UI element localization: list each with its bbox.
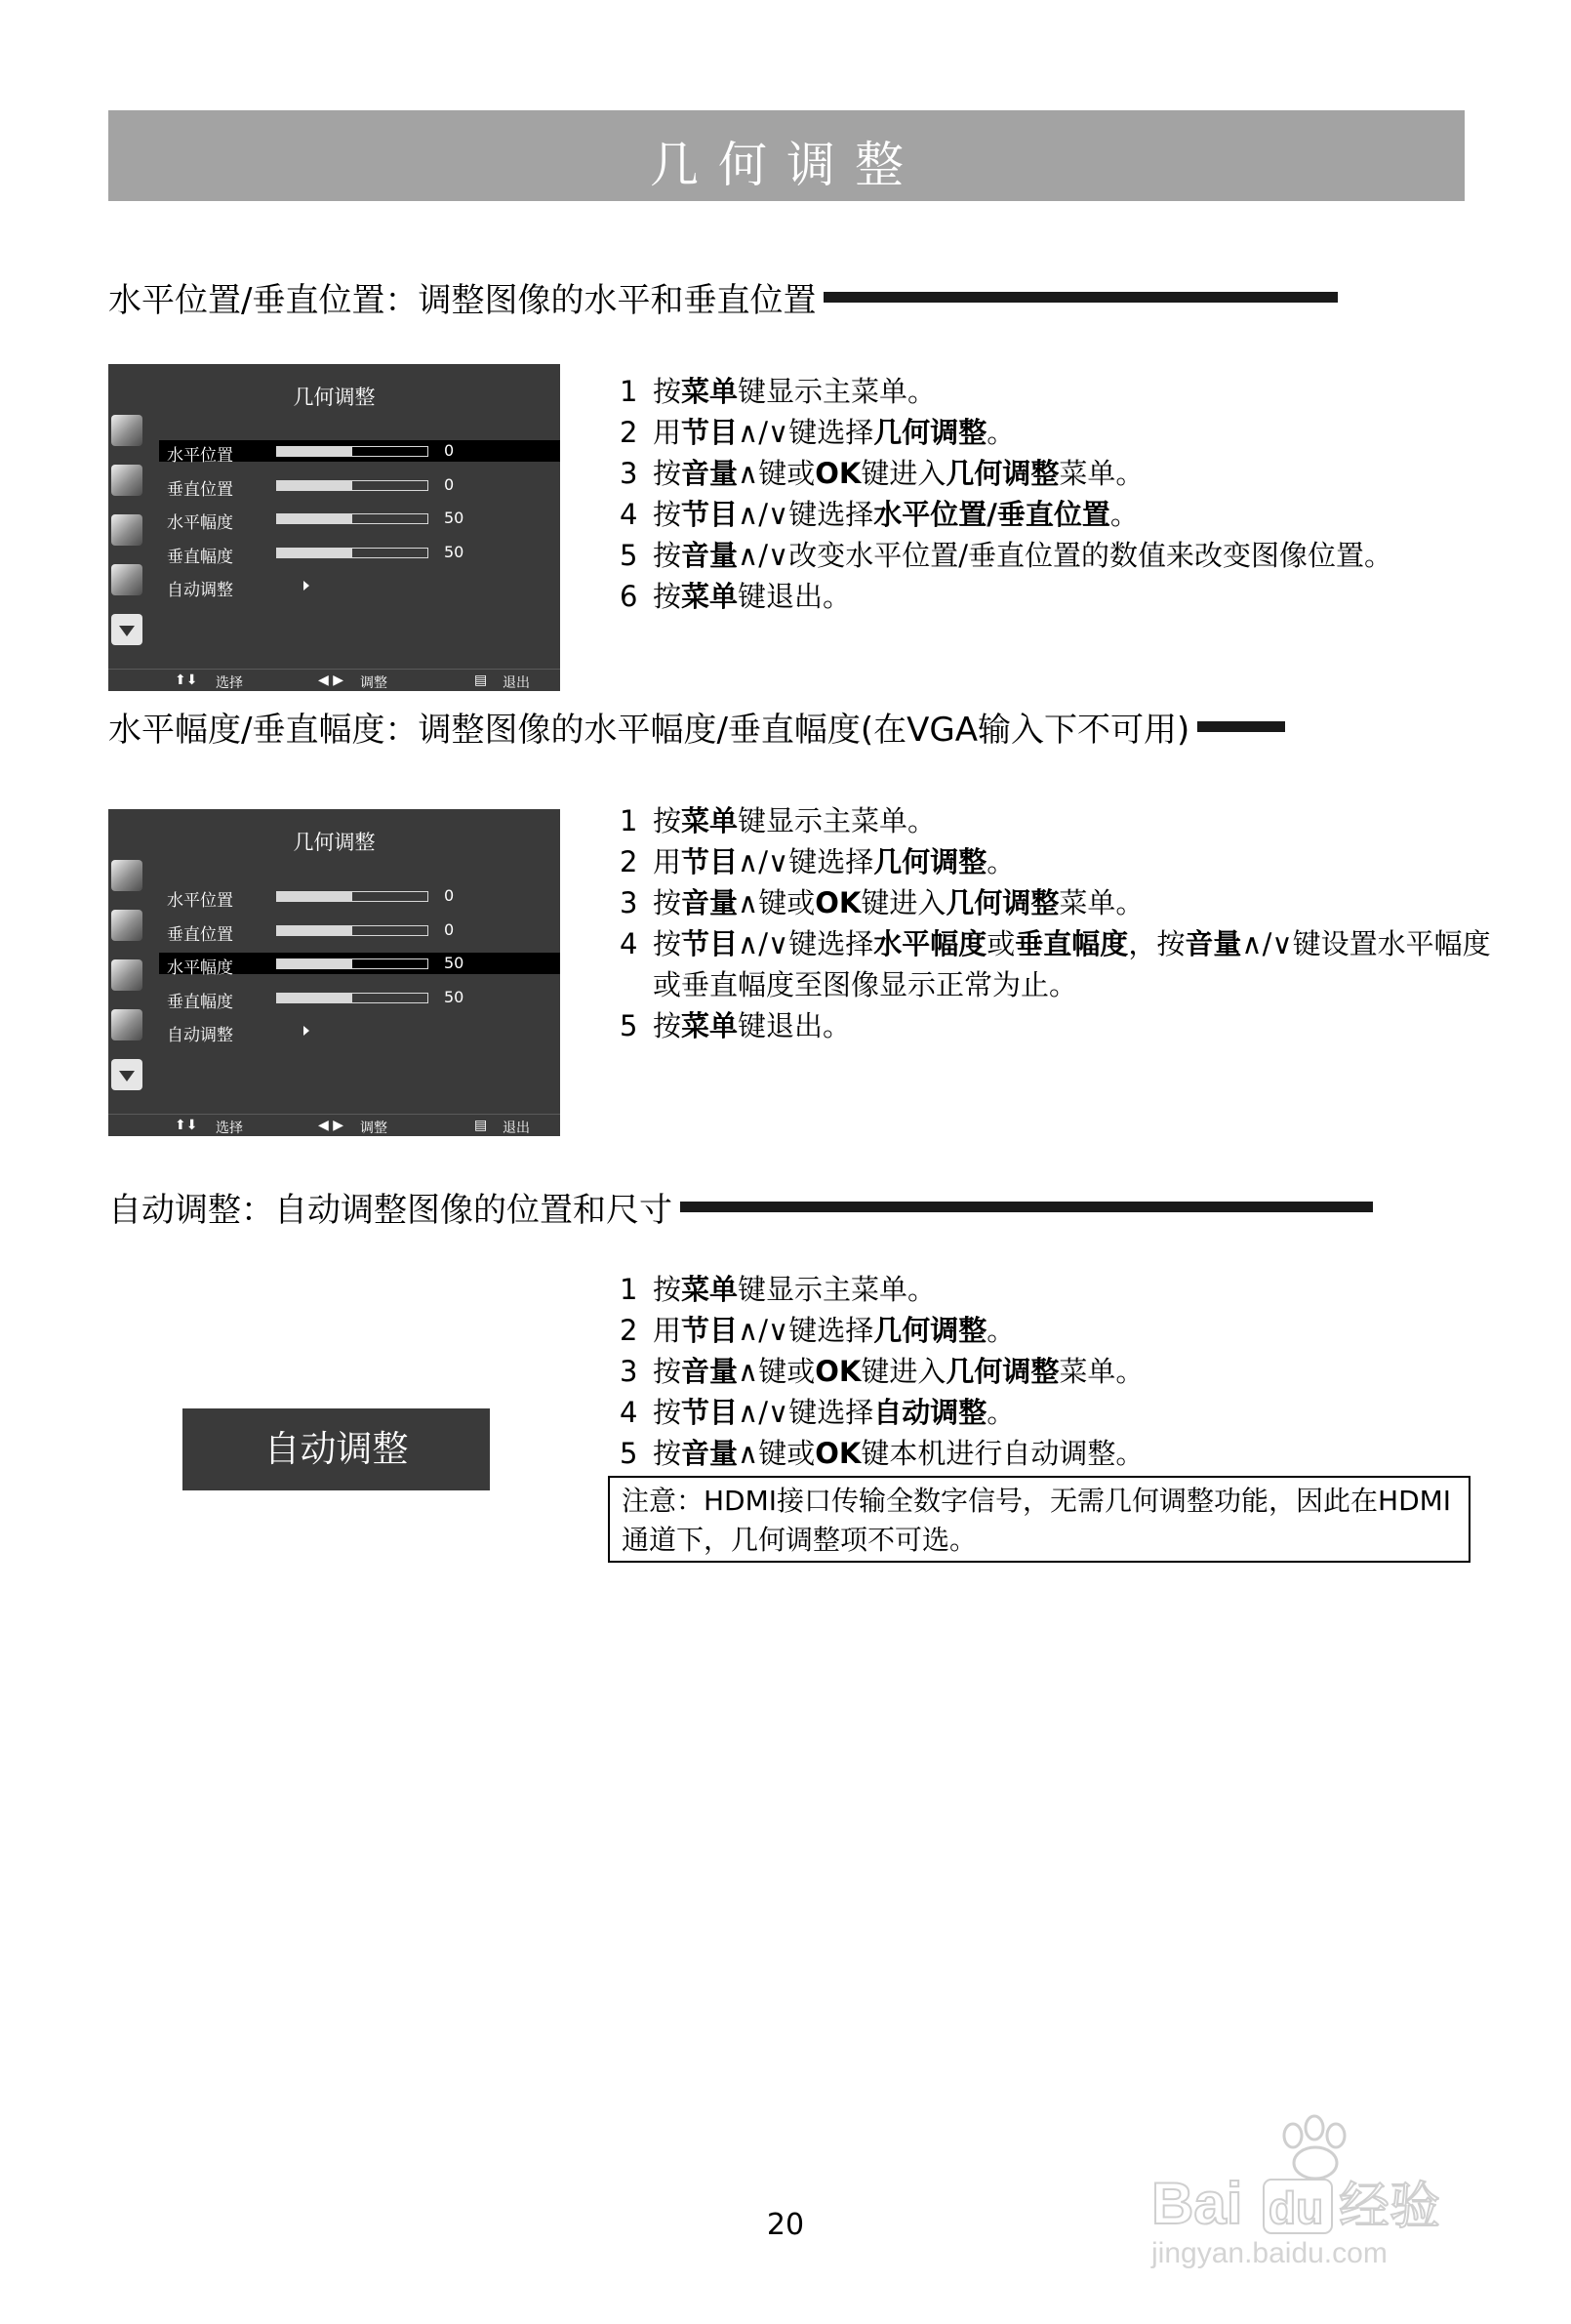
up-down-arrows-icon: ⬆⬇ — [175, 673, 198, 688]
step-text: 。 — [987, 1396, 1016, 1429]
step-keyword: 节目 — [681, 1314, 739, 1347]
osd-item-value: 50 — [444, 954, 464, 972]
osd-menu — [108, 364, 560, 691]
osd-item-label: 垂直位置 — [167, 479, 233, 500]
step-keyword: 几何调整 — [873, 845, 987, 878]
step-number: 2 — [620, 1314, 638, 1347]
step-text: 键进入 — [861, 457, 947, 490]
scroll-down-icon[interactable] — [111, 1059, 142, 1090]
step-text: ∧键或 — [738, 1437, 816, 1470]
step-keyword: OK — [815, 457, 862, 490]
osd-menu-item[interactable] — [159, 885, 560, 911]
step-text: 或 — [987, 927, 1016, 960]
step-keyword: 节目 — [681, 845, 739, 878]
osd-menu-item[interactable] — [159, 508, 560, 533]
channel-icon[interactable] — [111, 959, 142, 991]
osd-item-label: 自动调整 — [167, 1026, 233, 1045]
step-number: 2 — [620, 845, 638, 878]
step-text: ，按 — [1128, 927, 1186, 960]
step-text: 按 — [653, 1009, 682, 1042]
step-keyword: 水平幅度 — [873, 927, 987, 960]
step-text: 按 — [653, 886, 682, 919]
step-number: 5 — [620, 539, 638, 572]
osd-menu-item[interactable] — [159, 440, 560, 466]
step-text: ∧/∨键选择 — [738, 927, 874, 960]
osd-item-label: 垂直幅度 — [167, 547, 233, 567]
step-number: 1 — [620, 375, 638, 408]
osd-menu-item[interactable] — [159, 542, 560, 567]
step-text: 用 — [653, 845, 682, 878]
osd-footer — [108, 669, 560, 691]
step-keyword: 几何调整 — [946, 457, 1060, 490]
osd-hint-adjust: 调整 — [360, 1121, 387, 1136]
step-item — [620, 923, 1498, 1005]
step-number: 3 — [620, 886, 638, 919]
osd-title: 几何调整 — [293, 386, 376, 409]
osd-item-value: 50 — [444, 509, 464, 527]
step-text: 按 — [653, 1273, 682, 1306]
auto-adjust-box: 自动调整 — [182, 1408, 490, 1490]
step-text: 菜单。 — [1059, 886, 1145, 919]
osd-hint-exit: 退出 — [503, 1121, 530, 1136]
function-icon[interactable] — [111, 564, 142, 595]
step-text: 按 — [653, 1437, 682, 1470]
step-text: 。 — [987, 845, 1016, 878]
step-item — [620, 535, 1517, 576]
step-keyword: 音量 — [681, 457, 739, 490]
step-item — [620, 800, 1498, 841]
step-text: 按 — [653, 375, 682, 408]
osd-item-label: 水平幅度 — [167, 958, 233, 978]
submenu-arrow-icon — [303, 581, 309, 591]
step-keyword: 菜单 — [681, 375, 739, 408]
channel-icon[interactable] — [111, 514, 142, 546]
osd-item-label: 垂直位置 — [167, 924, 233, 945]
step-keyword: 音量 — [681, 539, 739, 572]
step-number: 5 — [620, 1437, 638, 1470]
step-item — [620, 576, 1517, 617]
step-keyword: 几何调整 — [946, 1355, 1060, 1388]
osd-slider[interactable] — [276, 993, 428, 1003]
section-title-text: 自动调整：自动调整图像的位置和尺寸 — [108, 1191, 672, 1230]
step-number: 1 — [620, 1273, 638, 1306]
picture-icon[interactable] — [111, 860, 142, 891]
osd-menu-item[interactable] — [159, 1020, 560, 1045]
step-text: 。 — [987, 1314, 1016, 1347]
step-item — [620, 371, 1517, 412]
step-text: ∧键或 — [738, 886, 816, 919]
osd-menu-item[interactable] — [159, 474, 560, 500]
step-text: 菜单。 — [1059, 1355, 1145, 1388]
step-item — [620, 841, 1498, 882]
step-keyword: 节目 — [681, 1396, 739, 1429]
steps-list — [620, 371, 1517, 617]
step-keyword: 节目 — [681, 498, 739, 531]
osd-slider[interactable] — [276, 548, 428, 558]
section-rule — [680, 1202, 1373, 1212]
osd-slider[interactable] — [276, 446, 428, 457]
osd-item-label: 水平位置 — [167, 446, 233, 466]
step-item — [620, 1392, 1517, 1433]
step-text: ∧/∨键设置水平幅度或垂直幅度至图像显示正常为止。 — [653, 927, 1491, 1001]
step-text: ∧键或 — [738, 1355, 816, 1388]
steps-list — [620, 1269, 1517, 1474]
menu-key-icon: ▤ — [474, 673, 488, 688]
left-right-arrows-icon: ◀ ▶ — [318, 1118, 343, 1133]
step-number: 2 — [620, 416, 638, 449]
osd-item-value: 0 — [444, 919, 455, 939]
step-keyword: 菜单 — [681, 1009, 739, 1042]
step-number: 4 — [620, 927, 638, 960]
step-keyword: 几何调整 — [946, 886, 1060, 919]
section-title-text: 水平位置/垂直位置：调整图像的水平和垂直位置 — [108, 281, 817, 320]
step-text: 键进入 — [861, 886, 947, 919]
section-rule — [1197, 721, 1285, 732]
step-number: 1 — [620, 804, 638, 837]
step-text: ∧/∨键选择 — [738, 498, 874, 531]
step-item — [620, 882, 1498, 923]
step-item — [620, 1351, 1517, 1392]
step-keyword: 音量 — [681, 1355, 739, 1388]
step-keyword: OK — [815, 1355, 862, 1388]
osd-item-value: 50 — [444, 987, 464, 1006]
osd-slider[interactable] — [276, 513, 428, 524]
osd-slider[interactable] — [276, 480, 428, 491]
step-keyword: 菜单 — [681, 1273, 739, 1306]
step-text: ∧/∨键选择 — [738, 1314, 874, 1347]
step-keyword: OK — [815, 1437, 862, 1470]
step-item — [620, 1269, 1517, 1310]
step-text: ∧键或 — [738, 457, 816, 490]
step-item — [620, 412, 1517, 453]
step-text: 。 — [987, 416, 1016, 449]
step-text: ∧/∨键选择 — [738, 1396, 874, 1429]
osd-menu — [108, 809, 560, 1136]
osd-item-label: 水平位置 — [167, 891, 233, 911]
osd-item-value: 0 — [444, 886, 455, 905]
step-text: 键进入 — [861, 1355, 947, 1388]
step-item — [620, 1310, 1517, 1351]
step-keyword: 自动调整 — [873, 1396, 987, 1429]
osd-menu-item[interactable] — [159, 919, 560, 945]
step-text: 用 — [653, 1314, 682, 1347]
svg-text:du: du — [1269, 2182, 1324, 2233]
step-number: 4 — [620, 1396, 638, 1429]
step-text: 按 — [653, 927, 682, 960]
step-keyword: 音量 — [681, 886, 739, 919]
osd-item-label: 垂直幅度 — [167, 992, 233, 1012]
section-title-size — [108, 703, 1285, 751]
step-text: 键显示主菜单。 — [738, 804, 937, 837]
step-text: 按 — [653, 498, 682, 531]
step-keyword: 几何调整 — [873, 416, 987, 449]
osd-hint-select: 选择 — [216, 1121, 243, 1136]
osd-slider[interactable] — [276, 958, 428, 969]
step-number: 4 — [620, 498, 638, 531]
osd-icon-column — [108, 415, 143, 664]
sound-icon[interactable] — [111, 910, 142, 941]
step-item — [620, 494, 1517, 535]
note-box: 注意：HDMI接口传输全数字信号，无需几何调整功能，因此在HDMI通道下，几何调整项不可选。 — [608, 1476, 1470, 1563]
step-keyword: 节目 — [681, 416, 739, 449]
osd-hint-select: 选择 — [216, 675, 243, 691]
step-text: 。 — [1109, 498, 1139, 531]
page-number: 20 — [766, 2208, 805, 2242]
step-keyword: 几何调整 — [873, 1314, 987, 1347]
header-bar — [108, 110, 1465, 201]
osd-menu-item[interactable] — [159, 575, 560, 600]
svg-text:jingyan.baidu.com: jingyan.baidu.com — [1151, 2237, 1388, 2269]
step-keyword: 垂直幅度 — [1015, 927, 1129, 960]
section-title-text: 水平幅度/垂直幅度：调整图像的水平幅度/垂直幅度(在VGA输入下不可用) — [108, 711, 1190, 750]
step-keyword: 节目 — [681, 927, 739, 960]
page-title: 几何调整 — [650, 137, 923, 193]
step-text: 键退出。 — [738, 1009, 852, 1042]
step-text: 按 — [653, 804, 682, 837]
step-text: 用 — [653, 416, 682, 449]
steps-list — [620, 800, 1498, 1046]
section-rule — [824, 292, 1338, 303]
step-keyword: 音量 — [1185, 927, 1242, 960]
step-text: 键显示主菜单。 — [738, 1273, 937, 1306]
step-text: ∧/∨键选择 — [738, 845, 874, 878]
step-number: 6 — [620, 580, 638, 613]
svg-text:经验: 经验 — [1339, 2178, 1441, 2236]
step-item — [620, 1433, 1517, 1474]
step-text: ∧/∨键选择 — [738, 416, 874, 449]
step-number: 3 — [620, 1355, 638, 1388]
step-keyword: 菜单 — [681, 580, 739, 613]
sound-icon[interactable] — [111, 465, 142, 496]
step-text: 菜单。 — [1059, 457, 1145, 490]
step-text: 按 — [653, 457, 682, 490]
step-text: ∧/∨改变水平位置/垂直位置的数值来改变图像位置。 — [738, 539, 1393, 572]
step-text: 键本机进行自动调整。 — [861, 1437, 1145, 1470]
section-title-position — [108, 273, 1338, 321]
osd-footer — [108, 1114, 560, 1136]
up-down-arrows-icon: ⬆⬇ — [175, 1118, 198, 1133]
left-right-arrows-icon: ◀ ▶ — [318, 673, 343, 688]
section-title-auto — [108, 1183, 1373, 1231]
step-keyword: 水平位置/垂直位置 — [873, 498, 1110, 531]
step-text: 按 — [653, 580, 682, 613]
osd-hint-adjust: 调整 — [360, 675, 387, 691]
baidu-watermark-logo — [1132, 2106, 1483, 2272]
step-item — [620, 453, 1517, 494]
scroll-down-icon[interactable] — [111, 614, 142, 645]
picture-icon[interactable] — [111, 415, 142, 446]
menu-key-icon: ▤ — [474, 1118, 488, 1133]
osd-menu-item[interactable] — [159, 953, 560, 978]
step-item — [620, 1005, 1498, 1046]
svg-text:Bai: Bai — [1151, 2171, 1243, 2236]
step-number: 3 — [620, 457, 638, 490]
osd-item-value: 0 — [444, 441, 455, 460]
osd-slider[interactable] — [276, 891, 428, 902]
step-text: 键显示主菜单。 — [738, 375, 937, 408]
step-text: 按 — [653, 539, 682, 572]
step-number: 5 — [620, 1009, 638, 1042]
osd-item-value: 50 — [444, 542, 464, 561]
osd-slider[interactable] — [276, 925, 428, 936]
step-keyword: 音量 — [681, 1437, 739, 1470]
osd-hint-exit: 退出 — [503, 675, 530, 691]
osd-menu-item[interactable] — [159, 987, 560, 1012]
osd-item-label: 自动调整 — [167, 581, 233, 600]
step-text: 按 — [653, 1355, 682, 1388]
osd-item-label: 水平幅度 — [167, 513, 233, 533]
osd-icon-column — [108, 860, 143, 1109]
step-keyword: 菜单 — [681, 804, 739, 837]
submenu-arrow-icon — [303, 1026, 309, 1036]
osd-title: 几何调整 — [293, 831, 376, 854]
step-keyword: OK — [815, 886, 862, 919]
function-icon[interactable] — [111, 1009, 142, 1040]
step-text: 按 — [653, 1396, 682, 1429]
osd-item-value: 0 — [444, 474, 455, 494]
step-text: 键退出。 — [738, 580, 852, 613]
